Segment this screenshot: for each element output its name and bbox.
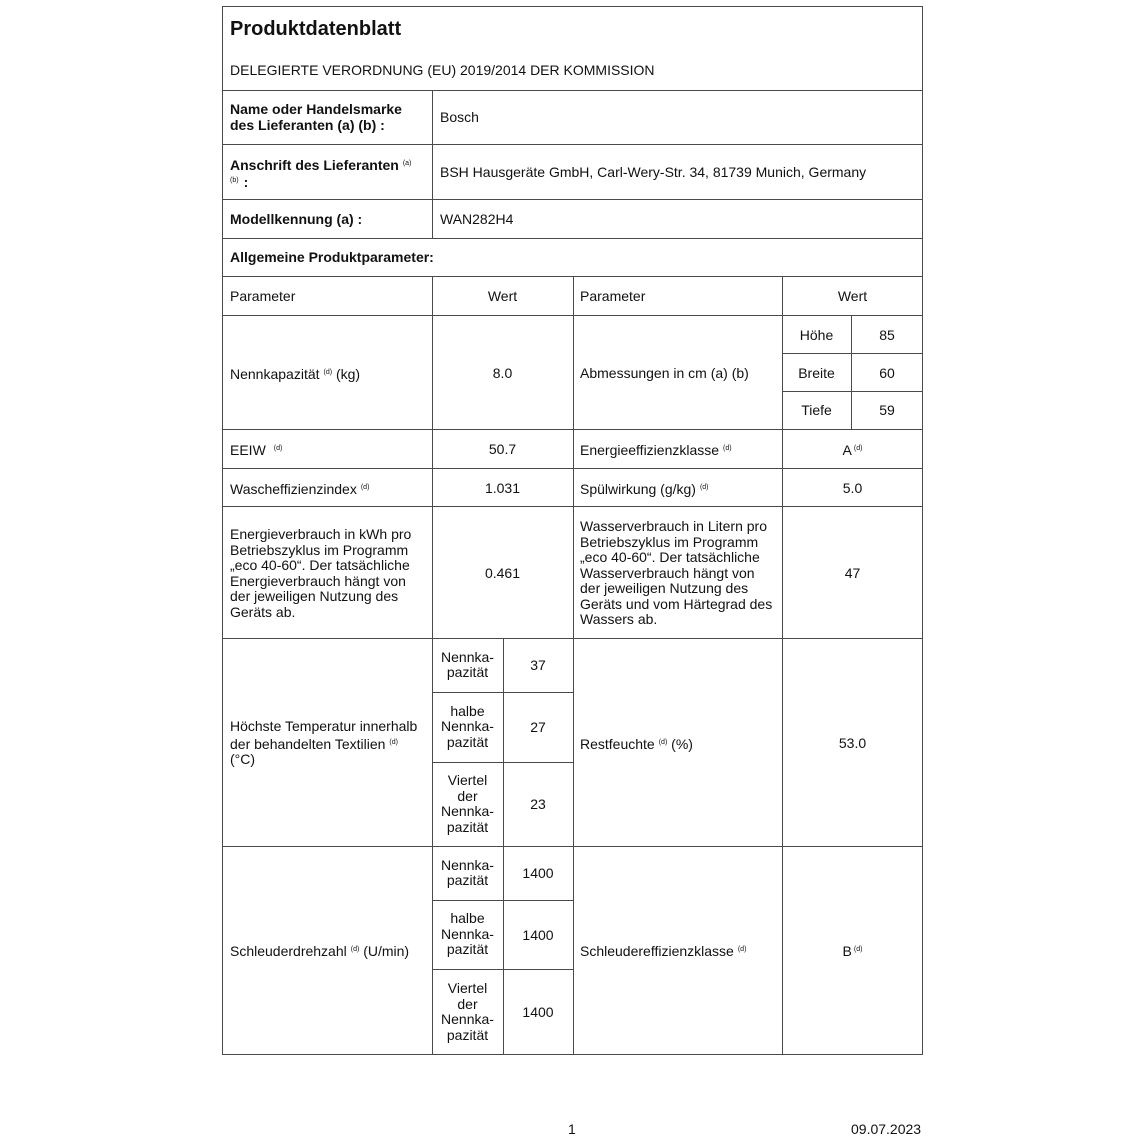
- spin-row-quarter-label: Viertel der Nennka- pazität: [441, 980, 494, 1043]
- dimension-depth-label: Tiefe: [801, 402, 832, 418]
- residual-moisture-value: 53.0: [838, 735, 867, 751]
- eeiw-label: EEIW $^{(d)}$: [230, 442, 283, 458]
- col-value-right: Wert: [837, 288, 868, 304]
- energy-class-label: Energieeffizienzklasse $^{(d)}$: [580, 442, 732, 458]
- supplier-name-value: Bosch: [440, 109, 479, 125]
- dimension-width-value: 60: [879, 365, 895, 381]
- footer-date: 09.07.2023: [851, 1121, 922, 1137]
- rinse-label: Spülwirkung (g/kg) $^{(d)}$: [580, 481, 709, 497]
- col-parameter-right: Parameter: [580, 288, 646, 304]
- wash-index-label: Wascheffizienzindex $^{(d)}$: [230, 481, 370, 497]
- page-title: Produktdatenblatt: [230, 18, 402, 40]
- temp-row-full-label: Nennka- pazität: [441, 648, 494, 680]
- supplier-address-label: Anschrift des Lieferanten $^{(a)}$: [230, 157, 412, 173]
- spin-row-half-label: halbe Nennka- pazität: [441, 910, 494, 958]
- temp-row-half-value: 27: [530, 719, 546, 735]
- residual-moisture-label: Restfeuchte $^{(d)}$ (%): [580, 736, 693, 752]
- water-consumption-label: Wasserverbrauch in Litern pro Betriebszyklus im Programm „eco 40-60“. Der tatsächliche Wasserverbrauch hängt von der jeweiligen Nutzung des Geräts und vom Härtegrad des Wassers ab.: [580, 518, 773, 627]
- spin-row-full-label: Nennka- pazität: [441, 856, 494, 888]
- rinse-value: 5.0: [842, 480, 863, 496]
- supplier-name-label: Name oder Handelsmarke des Lieferanten (a) (b) :: [230, 101, 402, 133]
- temp-row-quarter-value: 23: [530, 796, 546, 812]
- eeiw-value: 50.7: [488, 441, 517, 457]
- temp-row-half-label: halbe Nennka- pazität: [441, 702, 494, 750]
- spin-class-value: B $^{(d)}$: [842, 943, 863, 959]
- supplier-address-label-end: $^{(b)}$ :: [230, 174, 249, 190]
- dimension-height-value: 85: [879, 327, 895, 343]
- dimension-width-label: Breite: [798, 365, 835, 381]
- general-params-label: Allgemeine Produktparameter:: [230, 249, 434, 265]
- spin-row-full-value: 1400: [522, 865, 554, 881]
- dimensions-label: Abmessungen in cm (a) (b): [580, 365, 749, 381]
- spin-speed-label: Schleuderdrehzahl $^{(d)}$ (U/min): [230, 943, 410, 959]
- supplier-address-value: BSH Hausgeräte GmbH, Carl-Wery-Str. 34, 81739 Munich, Germany: [440, 164, 867, 180]
- max-temp-label: Höchste Temperatur innerhalb der behandelten Textilien $^{(d)}$ (°C): [230, 718, 418, 767]
- col-value-left: Wert: [487, 288, 518, 304]
- model-value: WAN282H4: [440, 211, 514, 227]
- energy-class-value: A $^{(d)}$: [842, 442, 863, 458]
- spin-row-half-value: 1400: [522, 926, 554, 943]
- energy-consumption-value: 0.461: [484, 565, 521, 581]
- model-label: Modellkennung (a) :: [230, 211, 363, 227]
- wash-index-value: 1.031: [484, 480, 521, 496]
- dimension-height-label: Höhe: [799, 327, 834, 343]
- temp-row-full-value: 37: [530, 657, 546, 673]
- capacity-value: 8.0: [492, 365, 513, 381]
- water-consumption-value: 47: [844, 565, 861, 581]
- regulation-title: DELEGIERTE VERORDNUNG (EU) 2019/2014 DER KOMMISSION: [230, 62, 655, 78]
- spin-class-label: Schleudereffizienzklasse $^{(d)}$: [580, 943, 747, 959]
- capacity-label: Nennkapazität $^{(d)}$ (kg): [230, 366, 361, 382]
- temp-row-quarter-label: Viertel der Nennka- pazität: [441, 772, 494, 835]
- dimension-depth-value: 59: [879, 402, 895, 418]
- spin-row-quarter-value: 1400: [522, 1004, 554, 1020]
- energy-consumption-label: Energieverbrauch in kWh pro Betriebszyklus im Programm „eco 40-60“. Der tatsächliche Energieverbrauch hängt von der jeweiligen Nutzung des Geräts ab.: [230, 526, 412, 620]
- page-number: 1: [568, 1121, 576, 1137]
- col-parameter-left: Parameter: [230, 288, 296, 304]
